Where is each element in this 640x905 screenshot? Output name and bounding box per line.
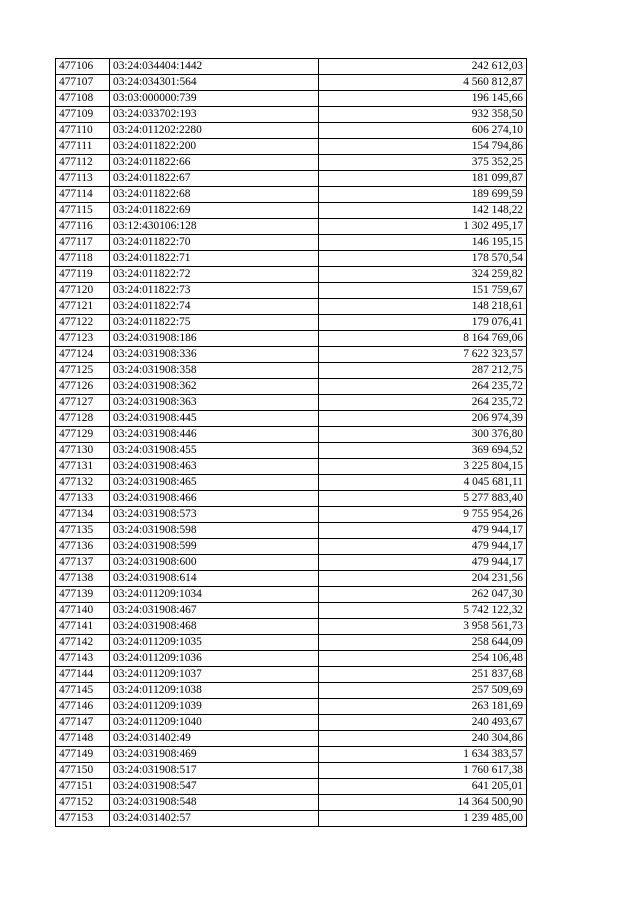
table-row	[56, 731, 527, 747]
cadastral-number-cell: 03:24:034404:1442	[110, 59, 319, 75]
cadastral-number-cell: 03:24:011822:74	[110, 299, 319, 315]
cadastral-value-cell: 5 742 122,32	[319, 603, 527, 619]
cadastral-number-cell: 03:24:011822:71	[110, 251, 319, 267]
cadastral-number-cell: 03:24:011202:2280	[110, 123, 319, 139]
cadastral-value-cell: 1 302 495,17	[319, 219, 527, 235]
row-number-cell: 477145	[56, 683, 110, 699]
cadastral-number-cell: 03:24:034301:564	[110, 75, 319, 91]
table-row	[56, 651, 527, 667]
row-number-cell: 477132	[56, 475, 110, 491]
table-row	[56, 443, 527, 459]
cadastral-number-cell: 03:24:031908:186	[110, 331, 319, 347]
cadastral-number-cell: 03:12:430106:128	[110, 219, 319, 235]
cadastral-value-cell: 375 352,25	[319, 155, 527, 171]
row-number-cell: 477136	[56, 539, 110, 555]
cadastral-value-cell: 4 560 812,87	[319, 75, 527, 91]
cadastral-value-cell: 264 235,72	[319, 395, 527, 411]
table-row	[56, 267, 527, 283]
cadastral-number-cell: 03:24:011822:72	[110, 267, 319, 283]
row-number-cell: 477117	[56, 235, 110, 251]
row-number-cell: 477149	[56, 747, 110, 763]
row-number-cell: 477111	[56, 139, 110, 155]
cadastral-value-cell: 324 259,82	[319, 267, 527, 283]
row-number-cell: 477112	[56, 155, 110, 171]
row-number-cell: 477139	[56, 587, 110, 603]
row-number-cell: 477108	[56, 91, 110, 107]
table-row	[56, 59, 527, 75]
table-row	[56, 75, 527, 91]
row-number-cell: 477124	[56, 347, 110, 363]
cadastral-value-cell: 5 277 883,40	[319, 491, 527, 507]
row-number-cell: 477119	[56, 267, 110, 283]
cadastral-value-cell: 1 239 485,00	[319, 811, 527, 827]
row-number-cell: 477138	[56, 571, 110, 587]
cadastral-number-cell: 03:24:031908:463	[110, 459, 319, 475]
table-row	[56, 587, 527, 603]
table-row	[56, 203, 527, 219]
row-number-cell: 477137	[56, 555, 110, 571]
table-row	[56, 619, 527, 635]
cadastral-number-cell: 03:24:031908:599	[110, 539, 319, 555]
row-number-cell: 477128	[56, 411, 110, 427]
table-row	[56, 251, 527, 267]
table-row	[56, 715, 527, 731]
row-number-cell: 477140	[56, 603, 110, 619]
cadastral-value-cell: 151 759,67	[319, 283, 527, 299]
table-row	[56, 347, 527, 363]
cadastral-value-cell: 300 376,80	[319, 427, 527, 443]
cadastral-number-cell: 03:24:031908:573	[110, 507, 319, 523]
cadastral-value-cell: 196 145,66	[319, 91, 527, 107]
table-row	[56, 363, 527, 379]
row-number-cell: 477126	[56, 379, 110, 395]
table-row	[56, 667, 527, 683]
row-number-cell: 477150	[56, 763, 110, 779]
cadastral-value-cell: 178 570,54	[319, 251, 527, 267]
table-row	[56, 779, 527, 795]
cadastral-value-cell: 154 794,86	[319, 139, 527, 155]
cadastral-value-cell: 240 493,67	[319, 715, 527, 731]
cadastral-value-cell: 641 205,01	[319, 779, 527, 795]
table-row	[56, 795, 527, 811]
cadastral-value-cell: 262 047,30	[319, 587, 527, 603]
document-page	[55, 58, 526, 827]
cadastral-number-cell: 03:24:031908:358	[110, 363, 319, 379]
cadastral-value-cell: 1 760 617,38	[319, 763, 527, 779]
cadastral-value-cell: 479 944,17	[319, 555, 527, 571]
cadastral-value-cell: 242 612,03	[319, 59, 527, 75]
row-number-cell: 477142	[56, 635, 110, 651]
table-row	[56, 91, 527, 107]
cadastral-value-cell: 204 231,56	[319, 571, 527, 587]
cadastral-value-cell: 179 076,41	[319, 315, 527, 331]
table-row	[56, 459, 527, 475]
cadastral-value-cell: 4 045 681,11	[319, 475, 527, 491]
table-row	[56, 123, 527, 139]
row-number-cell: 477143	[56, 651, 110, 667]
cadastral-value-cell: 7 622 323,57	[319, 347, 527, 363]
table-row	[56, 683, 527, 699]
row-number-cell: 477153	[56, 811, 110, 827]
cadastral-value-cell: 606 274,10	[319, 123, 527, 139]
table-row	[56, 379, 527, 395]
row-number-cell: 477151	[56, 779, 110, 795]
cadastral-number-cell: 03:24:031908:517	[110, 763, 319, 779]
cadastral-number-cell: 03:24:033702:193	[110, 107, 319, 123]
row-number-cell: 477125	[56, 363, 110, 379]
cadastral-value-cell: 479 944,17	[319, 523, 527, 539]
table-row	[56, 395, 527, 411]
cadastral-value-cell: 181 099,87	[319, 171, 527, 187]
cadastral-number-cell: 03:24:031908:466	[110, 491, 319, 507]
cadastral-number-cell: 03:24:031908:465	[110, 475, 319, 491]
cadastral-value-cell: 257 509,69	[319, 683, 527, 699]
cadastral-number-cell: 03:24:011822:69	[110, 203, 319, 219]
cadastral-value-cell: 479 944,17	[319, 539, 527, 555]
table-row	[56, 331, 527, 347]
cadastral-number-cell: 03:24:031402:49	[110, 731, 319, 747]
cadastral-value-cell: 251 837,68	[319, 667, 527, 683]
cadastral-value-cell: 8 164 769,06	[319, 331, 527, 347]
cadastral-number-cell: 03:24:031908:468	[110, 619, 319, 635]
cadastral-value-cell: 14 364 500,90	[319, 795, 527, 811]
table-row	[56, 507, 527, 523]
cadastral-value-cell: 287 212,75	[319, 363, 527, 379]
table-row	[56, 523, 527, 539]
cadastral-number-cell: 03:24:031908:446	[110, 427, 319, 443]
cadastral-number-cell: 03:24:031908:614	[110, 571, 319, 587]
cadastral-value-cell: 3 225 804,15	[319, 459, 527, 475]
cadastral-number-cell: 03:24:011822:75	[110, 315, 319, 331]
row-number-cell: 477152	[56, 795, 110, 811]
table-row	[56, 635, 527, 651]
table-row	[56, 411, 527, 427]
cadastral-value-cell: 142 148,22	[319, 203, 527, 219]
cadastral-number-cell: 03:24:011822:66	[110, 155, 319, 171]
cadastral-number-cell: 03:24:011822:70	[110, 235, 319, 251]
table-row	[56, 315, 527, 331]
cadastral-number-cell: 03:24:011822:68	[110, 187, 319, 203]
cadastral-number-cell: 03:24:031908:547	[110, 779, 319, 795]
cadastral-value-cell: 3 958 561,73	[319, 619, 527, 635]
table-row	[56, 699, 527, 715]
table-row	[56, 747, 527, 763]
table-row	[56, 187, 527, 203]
row-number-cell: 477135	[56, 523, 110, 539]
cadastral-value-table	[55, 58, 527, 827]
cadastral-value-cell: 369 694,52	[319, 443, 527, 459]
table-row	[56, 235, 527, 251]
cadastral-value-cell: 240 304,86	[319, 731, 527, 747]
row-number-cell: 477133	[56, 491, 110, 507]
table-row	[56, 555, 527, 571]
row-number-cell: 477114	[56, 187, 110, 203]
cadastral-number-cell: 03:24:011822:200	[110, 139, 319, 155]
row-number-cell: 477121	[56, 299, 110, 315]
table-row	[56, 155, 527, 171]
table-body	[56, 59, 527, 827]
table-row	[56, 299, 527, 315]
cadastral-value-cell: 264 235,72	[319, 379, 527, 395]
row-number-cell: 477118	[56, 251, 110, 267]
row-number-cell: 477115	[56, 203, 110, 219]
cadastral-number-cell: 03:24:011209:1037	[110, 667, 319, 683]
cadastral-number-cell: 03:24:011209:1039	[110, 699, 319, 715]
table-row	[56, 539, 527, 555]
row-number-cell: 477129	[56, 427, 110, 443]
cadastral-value-cell: 9 755 954,26	[319, 507, 527, 523]
row-number-cell: 477127	[56, 395, 110, 411]
row-number-cell: 477107	[56, 75, 110, 91]
cadastral-number-cell: 03:03:000000:739	[110, 91, 319, 107]
cadastral-number-cell: 03:24:031908:469	[110, 747, 319, 763]
cadastral-number-cell: 03:24:011822:73	[110, 283, 319, 299]
row-number-cell: 477106	[56, 59, 110, 75]
table-row	[56, 427, 527, 443]
cadastral-number-cell: 03:24:031908:445	[110, 411, 319, 427]
cadastral-number-cell: 03:24:031908:467	[110, 603, 319, 619]
row-number-cell: 477134	[56, 507, 110, 523]
cadastral-value-cell: 263 181,69	[319, 699, 527, 715]
cadastral-number-cell: 03:24:031908:455	[110, 443, 319, 459]
cadastral-number-cell: 03:24:011209:1036	[110, 651, 319, 667]
row-number-cell: 477130	[56, 443, 110, 459]
row-number-cell: 477113	[56, 171, 110, 187]
cadastral-value-cell: 932 358,50	[319, 107, 527, 123]
cadastral-number-cell: 03:24:031908:363	[110, 395, 319, 411]
cadastral-number-cell: 03:24:031908:598	[110, 523, 319, 539]
cadastral-number-cell: 03:24:011209:1038	[110, 683, 319, 699]
row-number-cell: 477123	[56, 331, 110, 347]
cadastral-number-cell: 03:24:011209:1040	[110, 715, 319, 731]
cadastral-number-cell: 03:24:011209:1034	[110, 587, 319, 603]
table-row	[56, 107, 527, 123]
table-row	[56, 171, 527, 187]
row-number-cell: 477116	[56, 219, 110, 235]
table-row	[56, 571, 527, 587]
cadastral-value-cell: 254 106,48	[319, 651, 527, 667]
row-number-cell: 477120	[56, 283, 110, 299]
row-number-cell: 477110	[56, 123, 110, 139]
table-row	[56, 475, 527, 491]
cadastral-value-cell: 206 974,39	[319, 411, 527, 427]
row-number-cell: 477109	[56, 107, 110, 123]
cadastral-value-cell: 1 634 383,57	[319, 747, 527, 763]
row-number-cell: 477148	[56, 731, 110, 747]
cadastral-number-cell: 03:24:031402:57	[110, 811, 319, 827]
cadastral-number-cell: 03:24:031908:362	[110, 379, 319, 395]
row-number-cell: 477147	[56, 715, 110, 731]
table-row	[56, 491, 527, 507]
table-row	[56, 283, 527, 299]
cadastral-value-cell: 258 644,09	[319, 635, 527, 651]
cadastral-value-cell: 189 699,59	[319, 187, 527, 203]
cadastral-number-cell: 03:24:011209:1035	[110, 635, 319, 651]
cadastral-value-cell: 148 218,61	[319, 299, 527, 315]
row-number-cell: 477146	[56, 699, 110, 715]
cadastral-number-cell: 03:24:031908:600	[110, 555, 319, 571]
row-number-cell: 477131	[56, 459, 110, 475]
table-row	[56, 763, 527, 779]
cadastral-number-cell: 03:24:011822:67	[110, 171, 319, 187]
table-row	[56, 811, 527, 827]
row-number-cell: 477144	[56, 667, 110, 683]
table-row	[56, 219, 527, 235]
table-row	[56, 139, 527, 155]
cadastral-number-cell: 03:24:031908:336	[110, 347, 319, 363]
row-number-cell: 477122	[56, 315, 110, 331]
table-row	[56, 603, 527, 619]
cadastral-value-cell: 146 195,15	[319, 235, 527, 251]
cadastral-number-cell: 03:24:031908:548	[110, 795, 319, 811]
row-number-cell: 477141	[56, 619, 110, 635]
